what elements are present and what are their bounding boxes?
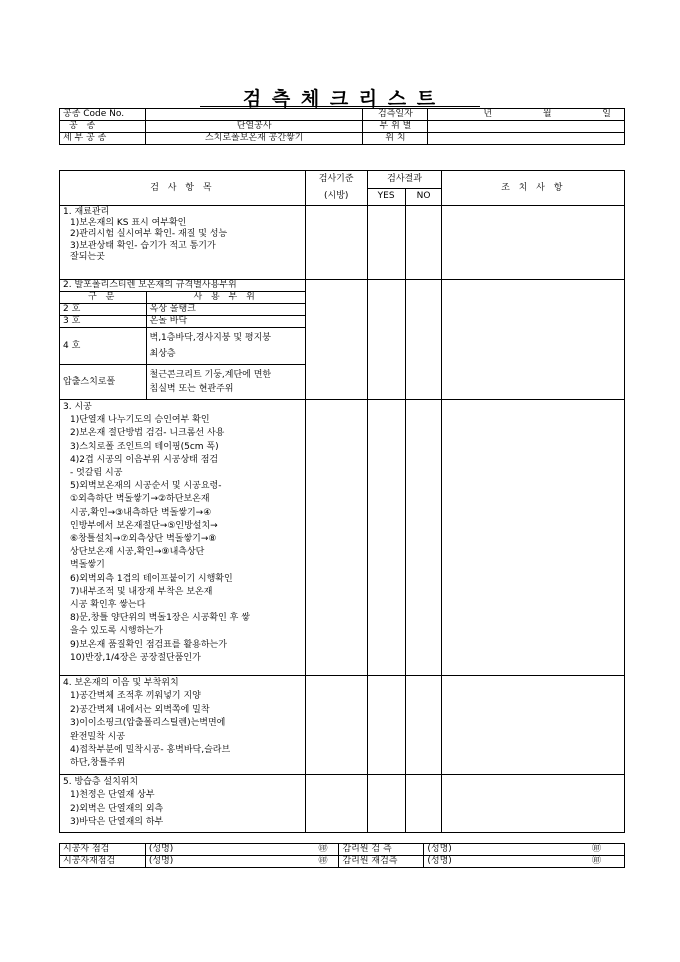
section-1-no[interactable] bbox=[405, 206, 442, 280]
no-header: NO bbox=[405, 188, 442, 206]
section-2-action[interactable] bbox=[442, 280, 625, 400]
section-4-yes[interactable] bbox=[367, 676, 405, 775]
seal-icon: ㊞ bbox=[318, 844, 328, 854]
part-label: 부 위 별 bbox=[363, 121, 428, 133]
use-cell: 온돌 바닥 bbox=[146, 316, 305, 328]
signature-table bbox=[59, 843, 625, 868]
section-5-yes[interactable] bbox=[367, 775, 405, 833]
contractor-resign-field[interactable]: (성명) ㊞ bbox=[145, 856, 339, 868]
section-2-items bbox=[60, 280, 306, 400]
section-4-no[interactable] bbox=[405, 676, 442, 775]
header-table bbox=[59, 108, 625, 145]
result-header: 검사결과 bbox=[367, 171, 442, 189]
items-header: 검 사 항 목 bbox=[60, 171, 306, 206]
section-2-yes[interactable] bbox=[367, 280, 405, 400]
use-cell: 옥상 몰탱크 bbox=[146, 304, 305, 316]
section-4-criteria[interactable] bbox=[305, 676, 367, 775]
code-value[interactable] bbox=[145, 109, 363, 121]
work-type-value[interactable]: 단열공사 bbox=[145, 121, 363, 133]
section-2-title: 2. 발포폴리스티렌 보온재의 규격별사용부위 bbox=[60, 280, 305, 292]
use-cell: 철근콘크리트 기둥,계단에 면한 침실벽 또는 현관주위 bbox=[146, 365, 305, 400]
day-label: 일 bbox=[602, 109, 611, 119]
section-5-criteria[interactable] bbox=[305, 775, 367, 833]
grade-cell: 3 호 bbox=[60, 316, 146, 328]
section-5-no[interactable] bbox=[405, 775, 442, 833]
section-4-action[interactable] bbox=[442, 676, 625, 775]
grade-cell: 2 호 bbox=[60, 304, 146, 316]
action-header: 조 치 사 항 bbox=[442, 171, 625, 206]
work-type-label: 공 종 bbox=[60, 121, 146, 133]
month-label: 월 bbox=[542, 109, 552, 119]
code-label: 공종 Code No. bbox=[60, 109, 146, 121]
location-label: 위 치 bbox=[363, 133, 428, 145]
date-value[interactable] bbox=[428, 109, 625, 121]
contractor-sign-field[interactable]: (성명) ㊞ bbox=[145, 844, 339, 856]
section-5-action[interactable] bbox=[442, 775, 625, 833]
inspection-table bbox=[59, 170, 625, 833]
section-2-criteria[interactable] bbox=[305, 280, 367, 400]
detail-type-label: 세 부 공 종 bbox=[60, 133, 146, 145]
date-label: 검측일자 bbox=[363, 109, 428, 121]
title-underline bbox=[200, 106, 480, 107]
criteria-header: 검사기준 bbox=[305, 171, 367, 189]
page-title: 검 측 체 크 리 스 트 bbox=[242, 88, 438, 110]
criteria-sub-header: (시방) bbox=[305, 188, 367, 206]
year-label: 년 bbox=[483, 109, 493, 119]
yes-header: YES bbox=[367, 188, 405, 206]
grade-cell: 압출스치로폴 bbox=[60, 365, 146, 400]
section-3-criteria[interactable] bbox=[305, 400, 367, 676]
section-3-yes[interactable] bbox=[367, 400, 405, 676]
supervisor-check-label: 감리원 검 측 bbox=[339, 844, 424, 856]
section-3-no[interactable] bbox=[405, 400, 442, 676]
part-value[interactable] bbox=[428, 121, 625, 133]
use-col-header: 사 용 부 위 bbox=[146, 292, 305, 304]
section-3-action[interactable] bbox=[442, 400, 625, 676]
section-5-items: 5. 방습층 설치위치 1)천정은 단열재 상부 2)외벽은 단열재의 외측 3)바닥은 단열재의 하부 bbox=[60, 775, 306, 833]
section-1-criteria[interactable] bbox=[305, 206, 367, 280]
supervisor-recheck-label: 감리원 재검측 bbox=[339, 856, 424, 868]
use-cell: 벽,1층바닥,경사지붕 및 평지붕 최상층 bbox=[146, 328, 305, 365]
contractor-check-label: 시공자 점검 bbox=[60, 844, 146, 856]
section-4-items: 4. 보온재의 이음 및 부착위치 1)공간벽체 조적후 끼워넣기 지양 2)공간벽체 내에서는 외벽쪽에 밀착 3)이이소핑크(압출폴리스틸렌)는벽면에 완전밀착 시공 4)접착부분에 밀착시공- 홍벽바닥,슬라브 하단,창틀주위 bbox=[60, 676, 306, 775]
seal-icon: ㊞ bbox=[318, 856, 328, 866]
section-1-yes[interactable] bbox=[367, 206, 405, 280]
supervisor-sign-field[interactable]: (성명) ㊞ bbox=[424, 844, 625, 856]
section-1-items: 1. 재료관리 1)보온재의 KS 표시 여부확인 2)관리시험 실시여부 확인- 재질 및 성능 3)보관상태 확인- 습기가 적고 통기가 잘되는곳 bbox=[60, 206, 306, 280]
grade-cell: 4 호 bbox=[60, 328, 146, 365]
section-1-action[interactable] bbox=[442, 206, 625, 280]
grade-col-header: 구 분 bbox=[60, 292, 146, 304]
seal-icon: ㊞ bbox=[591, 856, 601, 866]
supervisor-resign-field[interactable]: (성명) ㊞ bbox=[424, 856, 625, 868]
location-value[interactable] bbox=[428, 133, 625, 145]
contractor-recheck-label: 시공자재점검 bbox=[60, 856, 146, 868]
detail-type-value[interactable]: 스치로폴보온재 공간쌓기 bbox=[145, 133, 363, 145]
section-2-no[interactable] bbox=[405, 280, 442, 400]
grade-table bbox=[60, 280, 305, 399]
section-3-items: 3. 시공 1)단열재 나누기도의 승인여부 확인 2)보온재 절단방법 검검- 니크롬선 사용 3)스치로폴 조인트의 테이핑(5cm 폭) 4)2겹 시공의 이음부위 시공상태 점검 - 엇갈림 시공 5)외벽보온재의 시공순서 및 시공요령- ①외측하단 벽돌쌓기→②하단보온재 시공,확인→③내측하단 벽돌쌓기→④ 인방부에서 보온재절단→⑤인방설치→ ⑥창틀설치→⑦외측상단 벽돌쌓기→⑧ 상단보온재 시공,확인→⑨내측상단 벽돌쌓기 6)외벽외측 1겹의 테이프붙이기 시행확인 7)내부조적 및 내장재 부착은 보온재 시공 확인후 쌓는다 8)문,창틀 양단위의 벽돌1장은 시공확인 후 쌓 을수 있도록 시행하는가 9)보온재 품질확인 점검표를 활용하는가 10)반장,1/4장은 공장절단품인가 bbox=[60, 400, 306, 676]
seal-icon: ㊞ bbox=[591, 844, 601, 854]
